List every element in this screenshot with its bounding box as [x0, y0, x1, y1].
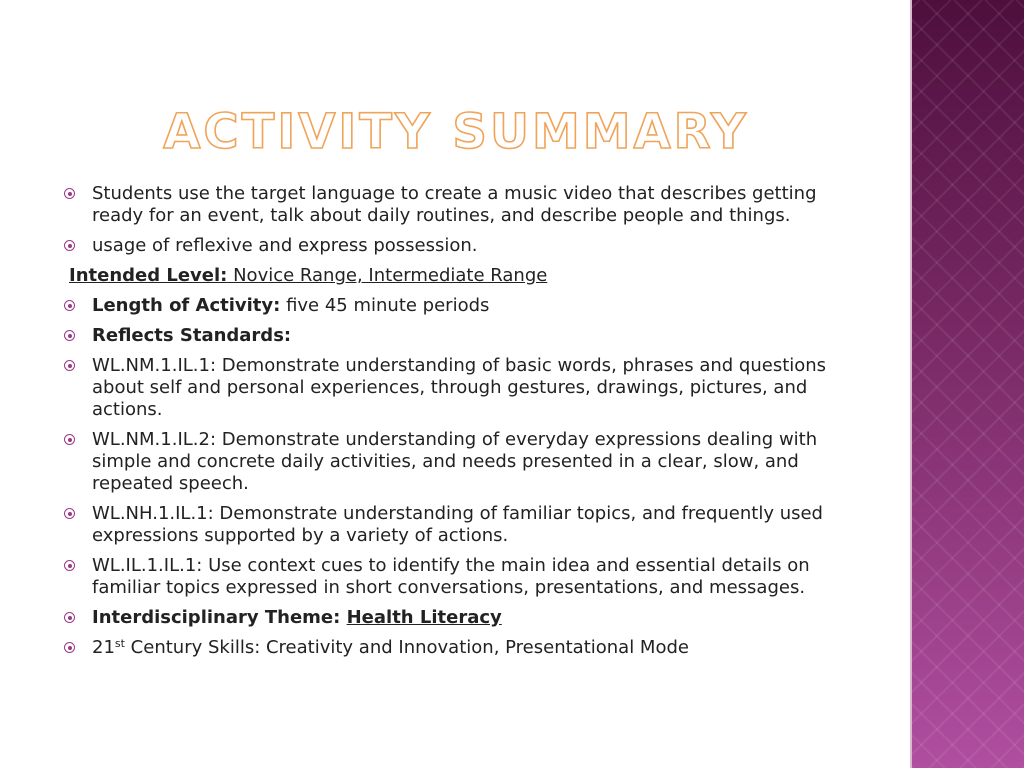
list-item — [60, 429, 860, 495]
skills-text: Century Skills: Creativity and Innovation, Presentational Mode — [124, 637, 689, 658]
slide-content — [60, 183, 860, 667]
intended-level-label: Intended Level: — [69, 265, 228, 286]
length-label: Length of Activity: — [92, 295, 281, 316]
circle-dot-icon — [64, 434, 75, 445]
skills-superscript: st — [114, 637, 125, 650]
list-item — [60, 295, 860, 317]
item-text: Students use the target language to create a music video that describes getting ready for an event, talk about daily routines, and describe people and things. — [92, 183, 817, 226]
slide-title: ACTIVITY SUMMARY — [163, 104, 749, 160]
list-item — [60, 555, 860, 599]
list-item — [60, 325, 860, 347]
standard-text: WL.NH.1.IL.1: Demonstrate understanding of familiar topics, and frequently used expressions supported by a variety of actions. — [92, 503, 823, 546]
intended-level-value: Novice Range, Intermediate Range — [227, 265, 548, 286]
list-item — [60, 235, 860, 257]
standard-text: WL.IL.1.IL.1: Use context cues to identify the main idea and essential details on familiar topics expressed in short conversations, presentations, and messages. — [92, 555, 810, 598]
theme-value: Health Literacy — [346, 607, 502, 628]
circle-dot-icon — [64, 330, 75, 341]
circle-dot-icon — [64, 612, 75, 623]
circle-dot-icon — [64, 642, 75, 653]
intended-level — [60, 265, 860, 287]
list-item — [60, 503, 860, 547]
list-item — [60, 637, 860, 659]
standards-label: Reflects Standards: — [92, 325, 292, 346]
standard-text: WL.NM.1.IL.1: Demonstrate understanding of basic words, phrases and questions about self and personal experiences, through gestures, drawings, pictures, and actions. — [92, 355, 827, 420]
theme-label: Interdisciplinary Theme: — [92, 607, 347, 628]
standard-text: WL.NM.1.IL.2: Demonstrate understanding of everyday expressions dealing with simple and concrete daily activities, and needs presented in a clear, slow, and repeated speech. — [92, 429, 818, 494]
list-item — [60, 607, 860, 629]
circle-dot-icon — [64, 560, 75, 571]
circle-dot-icon — [64, 360, 75, 371]
circle-dot-icon — [64, 188, 75, 199]
list-item — [60, 183, 860, 227]
circle-dot-icon — [64, 508, 75, 519]
list-item — [60, 355, 860, 421]
item-text: usage of reflexive and express possession. — [92, 235, 478, 256]
circle-dot-icon — [64, 300, 75, 311]
length-value: five 45 minute periods — [280, 295, 490, 316]
decorative-side-panel — [912, 0, 1024, 768]
circle-dot-icon — [64, 240, 75, 251]
skills-number: 21 — [92, 637, 115, 658]
